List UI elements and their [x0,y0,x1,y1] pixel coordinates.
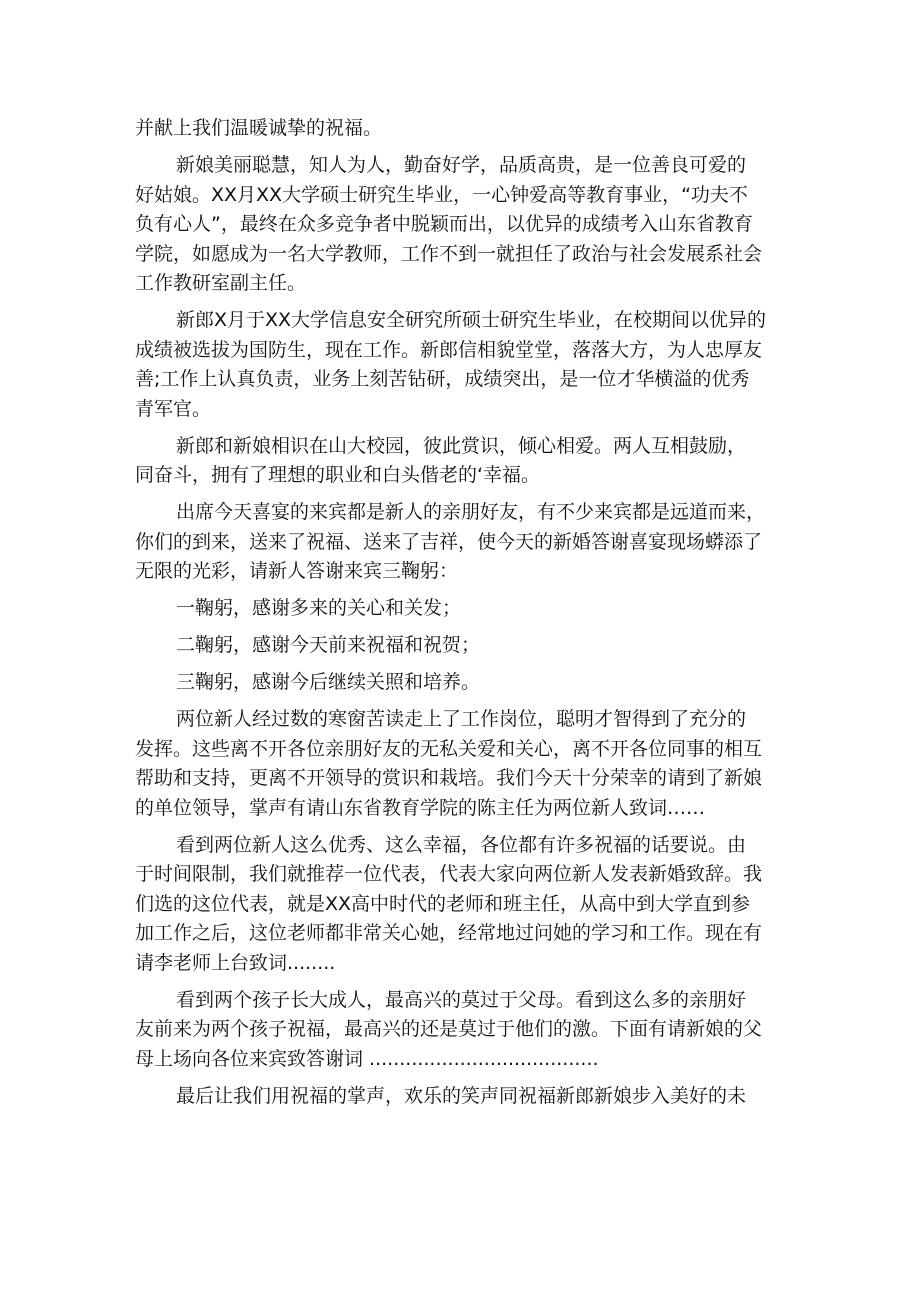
text-line: 们选的这位代表，就是XX高中时代的老师和班主任，从高中到大学直到参 [135,892,751,915]
text-line: 加工作之后，这位老师都非常关心她，经常地过问她的学习和工作。现在有 [135,922,763,944]
text-line: 友前来为两个孩子祝福，最高兴的还是莫过于他们的激。下面有请新娘的父 [135,1018,763,1040]
text-line: 请李老师上台致词........ [135,951,336,974]
text-line: 出席今天喜宴的来宾都是新人的亲朋好友，有不少来宾都是远道而来， [176,501,766,523]
paragraph [135,114,800,144]
paragraph [135,831,800,979]
text-line: 好姑娘。XX月XX大学硕士研究生毕业，一心钟爱高等教育事业，“功夫不 [135,183,748,206]
text-line: 于时间限制，我们就推荐一位代表，代表大家向两位新人发表新婚致辞。我 [135,863,763,885]
text-line: 发挥。这些离不开各位亲朋好友的无私关爱和关心，离不开各位同事的相互 [135,737,763,760]
paragraph [135,1082,800,1112]
paragraph [135,498,800,587]
paragraph [135,705,800,823]
text-line: 三鞠躬，感谢今后继续关照和培养。 [176,671,481,693]
text-line: 最后让我们用祝福的掌声，欢乐的笑声同祝福新郎新娘步入美好的未 [176,1084,747,1107]
text-line: 二鞠躬，感谢今天前来祝福和祝贺； [176,634,481,656]
text-line: 你们的到来，送来了祝福、送来了吉祥，使今天的新婚答谢喜宴现场蟒添了 [135,530,763,553]
text-line: 善;工作上认真负责，业务上刻苦钻研，成绩突出，是一位才华横溢的优秀 [135,368,750,390]
paragraph [135,668,800,698]
text-line: 并献上我们温暖诚挚的祝福。 [135,117,383,139]
paragraph [135,432,800,491]
text-line: 看到两个孩子长大成人，最高兴的莫过于父母。看到这么多的亲朋好 [176,988,747,1011]
text-line: 负有心人”，最终在众多竞争者中脱颖而出，以优异的成绩考入山东省教育 [135,213,753,235]
text-line: 同奋斗，拥有了理想的职业和白头偕老的‘幸福。 [135,464,541,486]
text-line: 看到两位新人这么优秀、这么幸福，各位都有许多祝福的话要说。由 [176,833,747,856]
text-line: 新娘美丽聪慧，知人为人，勤奋好学，品质高贵，是一位善良可爱的 [176,154,747,176]
paragraph [135,986,800,1075]
document-body [135,114,800,1119]
text-line: 成绩被选拔为国防生，现在工作。新郎信相貌堂堂，落落大方，为人忠厚友 [135,338,763,361]
text-line: 新郎和新娘相识在山大校园，彼此赏识，倾心相爱。两人互相鼓励， [176,434,747,457]
text-line: 母上场向各位来宾致答谢词 ...................................... [135,1047,599,1070]
text-line: 的单位领导，掌声有请山东省教育学院的陈主任为两位新人致词…… [135,796,706,819]
text-line: 一鞠躬，感谢多来的关心和关发； [176,597,462,619]
text-line: 帮助和支持，更离不开领导的赏识和栽培。我们今天十分荣幸的请到了新娘 [135,767,763,789]
text-line: 新郎X月于XX大学信息安全研究所硕士研究生毕业，在校期间以优异的 [176,309,767,331]
text-line: 工作教研室副主任。 [135,272,307,294]
text-line: 两位新人经过数的寒窗苦读走上了工作岗位，聪明才智得到了充分的 [176,708,747,730]
paragraph [135,151,800,299]
paragraph [135,306,800,424]
paragraph [135,594,800,624]
paragraph [135,631,800,661]
text-line: 学院，如愿成为一名大学教师，工作不到一就担任了政治与社会发展系社会 [135,242,763,265]
text-line: 青军官。 [135,397,212,420]
text-line: 无限的光彩，请新人答谢来宾三鞠躬： [135,560,459,582]
